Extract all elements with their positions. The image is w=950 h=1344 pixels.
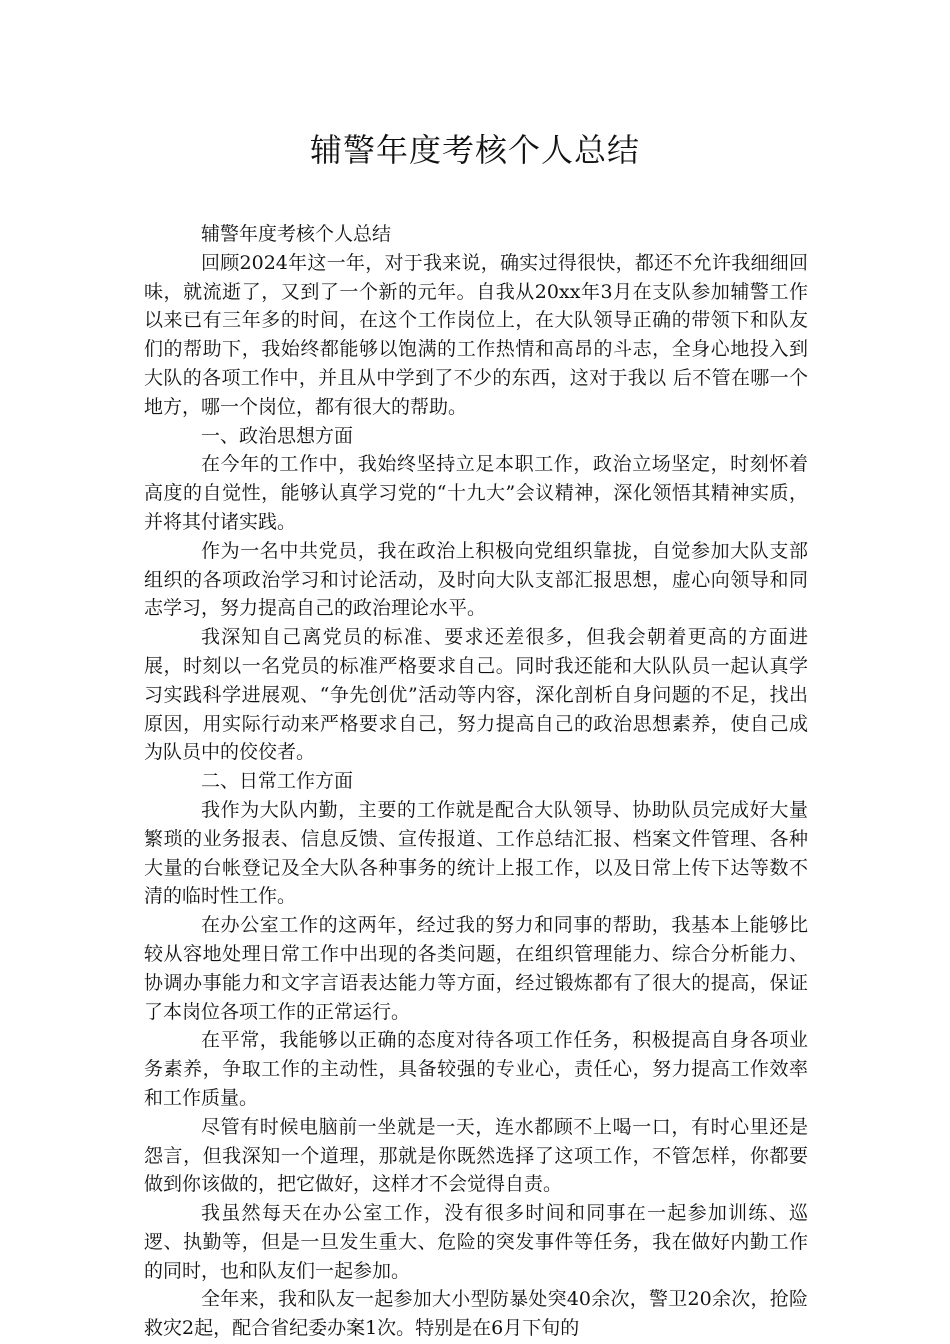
section-heading-political: 一、政治思想方面 xyxy=(201,424,354,447)
body-paragraph: 尽管有时候电脑前一坐就是一天，连水都顾不上喝一口，有时心里还是怨言，但我深知一个道理，那就是你既然选择了这项工作，不管怎样，你都要做到你该做的，把它做好，这样才不会觉得自责。 xyxy=(144,1115,808,1196)
section-heading-daily-work: 二、日常工作方面 xyxy=(201,770,354,793)
document-body xyxy=(144,220,808,1343)
body-paragraph: 在今年的工作中，我始终坚持立足本职工作，政治立场坚定，时刻怀着高度的自觉性，能够认真学习党的“十九大”会议精神，深化领悟其精神实质，并将其付诸实践。 xyxy=(144,453,808,533)
intro-paragraph: 回顾2024年这一年，对于我来说，确实过得很快，都还不允许我细细回味，就流逝了，又到了一个新的元年。自我从20xx年3月在支队参加辅警工作以来已有三年多的时间，在这个工作岗位上，在大队领导正确的带领下和队友们的帮助下，我始终都能够以饱满的工作热情和高昂的斗志，全身心地投入到大队的各项工作中，并且从中学到了不少的东西，这对于我以 后不管在哪一个地方，哪一个岗位，都有很大的帮助。 xyxy=(144,251,808,418)
body-paragraph: 在平常，我能够以正确的态度对待各项工作任务，积极提高自身各项业务素养，争取工作的主动性，具备较强的专业心，责任心，努力提高工作效率和工作质量。 xyxy=(144,1029,808,1109)
body-paragraph: 我作为大队内勤，主要的工作就是配合大队领导、协助队员完成好大量繁琐的业务报表、信息反馈、宣传报道、工作总结汇报、档案文件管理、各种大量的台帐登记及全大队各种事务的统计上报工作，以及日常上传下达等数不清的临时性工作。 xyxy=(144,798,808,908)
body-paragraph: 在办公室工作的这两年，经过我的努力和同事的帮助，我基本上能够比较从容地处理日常工作中出现的各类问题，在组织管理能力、综合分析能力、协调办事能力和文字言语表达能力等方面，经过锻炼都有了很大的提高，保证了本岗位各项工作的正常运行。 xyxy=(144,914,808,1023)
body-paragraph: 我深知自己离党员的标准、要求还差很多，但我会朝着更高的方面进展，时刻以一名党员的标准严格要求自己。同时我还能和大队队员一起认真学习实践科学进展观、“争先创优”活动等内容，深化剖析自身问题的不足，找出原因，用实际行动来严格要求自己，努力提高自己的政治思想素养，使自己成为队员中的佼佼者。 xyxy=(144,626,808,764)
subtitle-paragraph: 辅警年度考核个人总结 xyxy=(201,223,392,245)
document-title: 辅警年度考核个人总结 xyxy=(309,131,640,169)
body-paragraph: 全年来，我和队友一起参加大小型防暴处突40余次，警卫20余次，抢险救灾2起，配合省纪委办案1次。特别是在6月下旬的 xyxy=(144,1288,808,1340)
body-paragraph: 我虽然每天在办公室工作，没有很多时间和同事在一起参加训练、巡逻、执勤等，但是一旦发生重大、危险的突发事件等任务，我在做好内勤工作的同时，也和队友们一起参加。 xyxy=(144,1202,808,1282)
body-paragraph: 作为一名中共党员，我在政治上积极向党组织靠拢，自觉参加大队支部组织的各项政治学习和讨论活动，及时向大队支部汇报思想，虚心向领导和同志学习，努力提高自己的政治理论水平。 xyxy=(144,539,808,620)
